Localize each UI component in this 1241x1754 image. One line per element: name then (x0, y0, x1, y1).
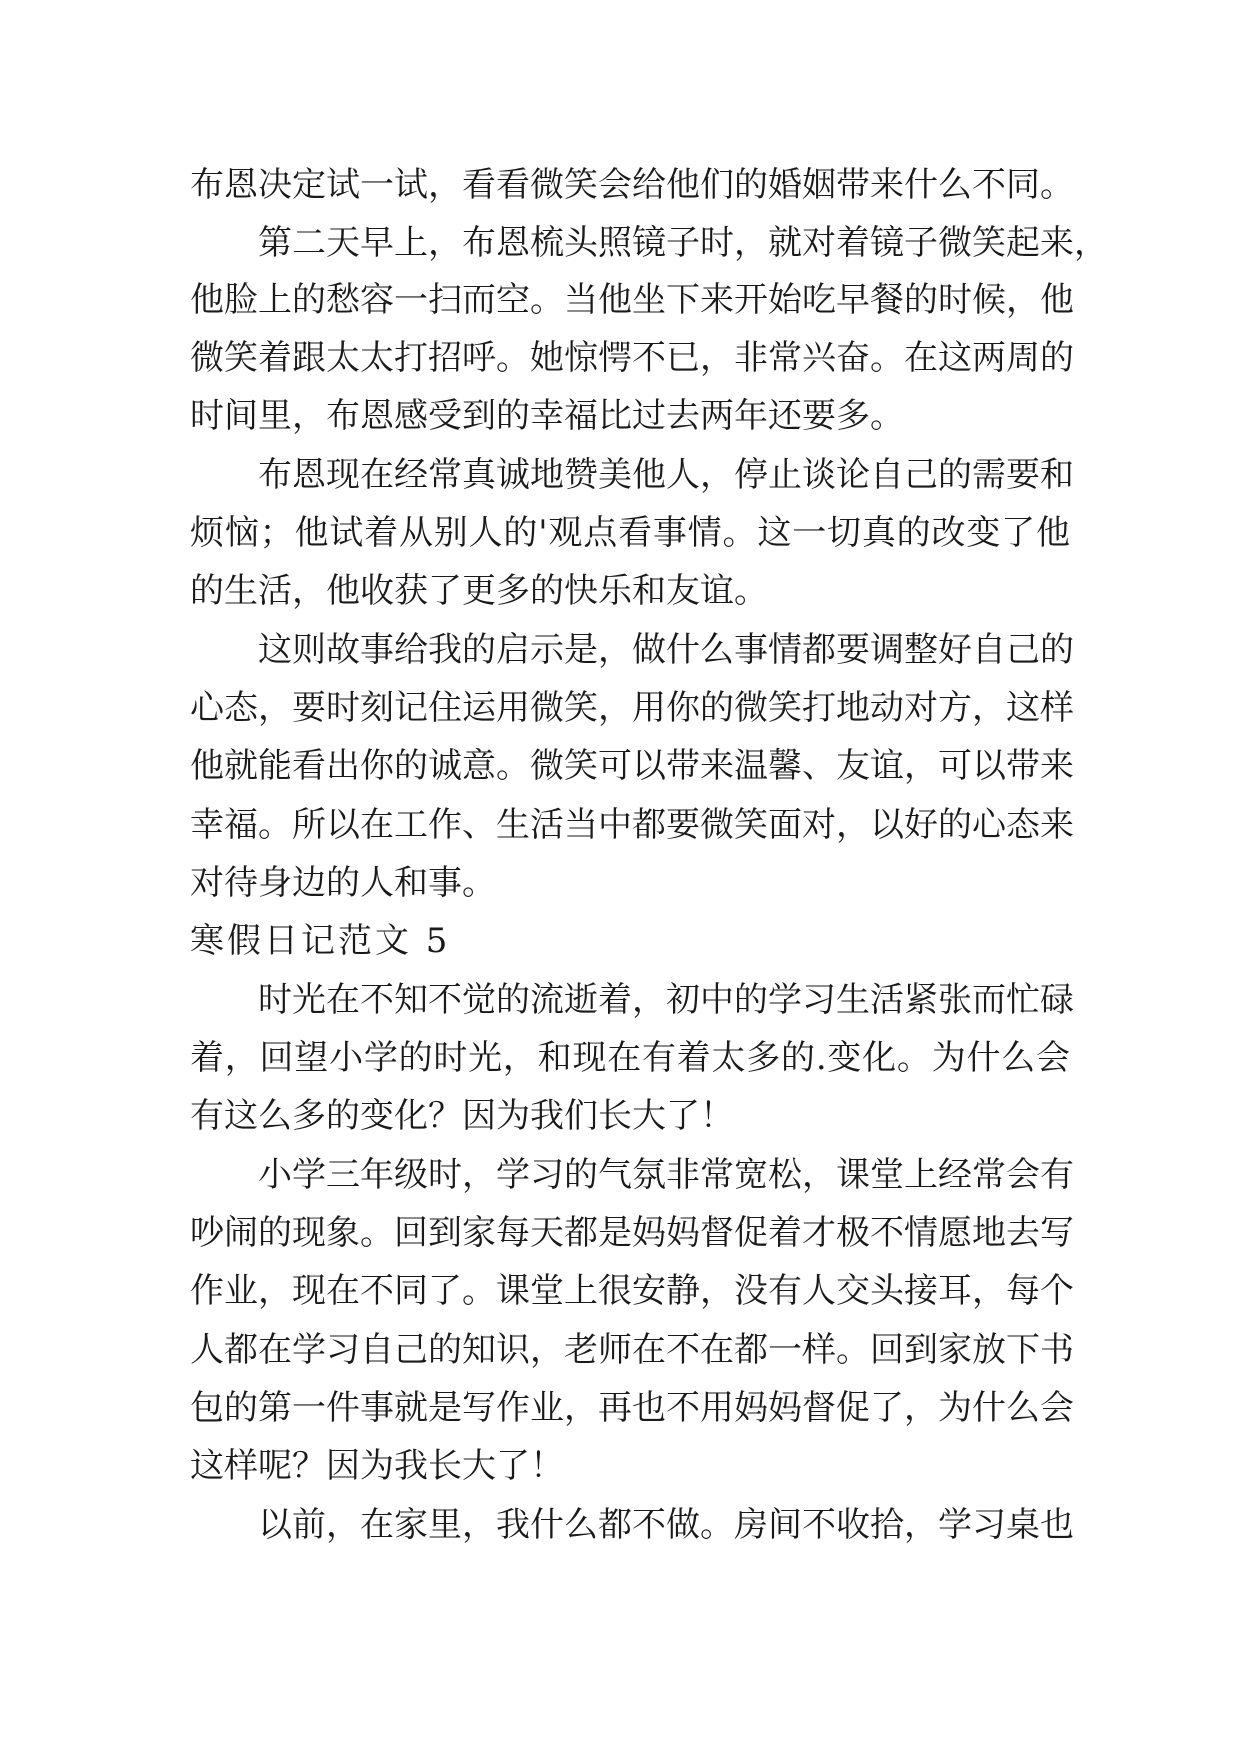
text-line: 的生活，他收获了更多的快乐和友谊。 (190, 571, 768, 611)
text-line: 时间里，布恩感受到的幸福比过去两年还要多。 (190, 396, 904, 436)
text-line: 这则故事给我的启示是，做什么事情都要调整好自己的 (258, 630, 1074, 670)
text-line: 布恩现在经常真诚地赞美他人，停止谈论自己的需要和 (258, 455, 1074, 495)
text-line: 吵闹的现象。回到家每天都是妈妈督促着才极不情愿地去写 (190, 1213, 1074, 1253)
text-line: 他就能看出你的诚意。微笑可以带来温馨、友谊，可以带来 (190, 746, 1074, 786)
text-line: 以前，在家里，我什么都不做。房间不收拾，学习桌也 (258, 1505, 1074, 1545)
text-line: 着，回望小学的时光，和现在有着太多的.变化。为什么会 (190, 1038, 1070, 1078)
text-line: 包的第一件事就是写作业，再也不用妈妈督促了，为什么会 (190, 1388, 1074, 1428)
section-heading: 寒假日记范文 5 (190, 921, 451, 961)
text-line: 幸福。所以在工作、生活当中都要微笑面对，以好的心态来 (190, 805, 1074, 845)
text-line: 微笑着跟太太打招呼。她惊愕不已，非常兴奋。在这两周的 (190, 338, 1074, 378)
text-line: 烦恼；他试着从别人的'观点看事情。这一切真的改变了他 (190, 513, 1070, 553)
text-line: 这样呢？因为我长大了！ (190, 1446, 564, 1486)
text-line: 布恩决定试一试，看看微笑会给他们的婚姻带来什么不同。 (190, 165, 1074, 205)
text-line: 时光在不知不觉的流逝着，初中的学习生活紧张而忙碌 (258, 980, 1074, 1020)
text-line: 对待身边的人和事。 (190, 863, 496, 903)
text-line: 作业，现在不同了。课堂上很安静，没有人交头接耳，每个 (190, 1271, 1074, 1311)
text-line: 小学三年级时，学习的气氛非常宽松，课堂上经常会有 (258, 1155, 1074, 1195)
text-line: 他脸上的愁容一扫而空。当他坐下来开始吃早餐的时候，他 (190, 280, 1074, 320)
text-line: 第二天早上，布恩梳头照镜子时，就对着镜子微笑起来， (258, 223, 1108, 263)
text-line: 人都在学习自己的知识，老师在不在都一样。回到家放下书 (190, 1330, 1074, 1370)
text-line: 心态，要时刻记住运用微笑，用你的微笑打地动对方，这样 (190, 688, 1074, 728)
text-line: 有这么多的变化？因为我们长大了！ (190, 1096, 734, 1136)
